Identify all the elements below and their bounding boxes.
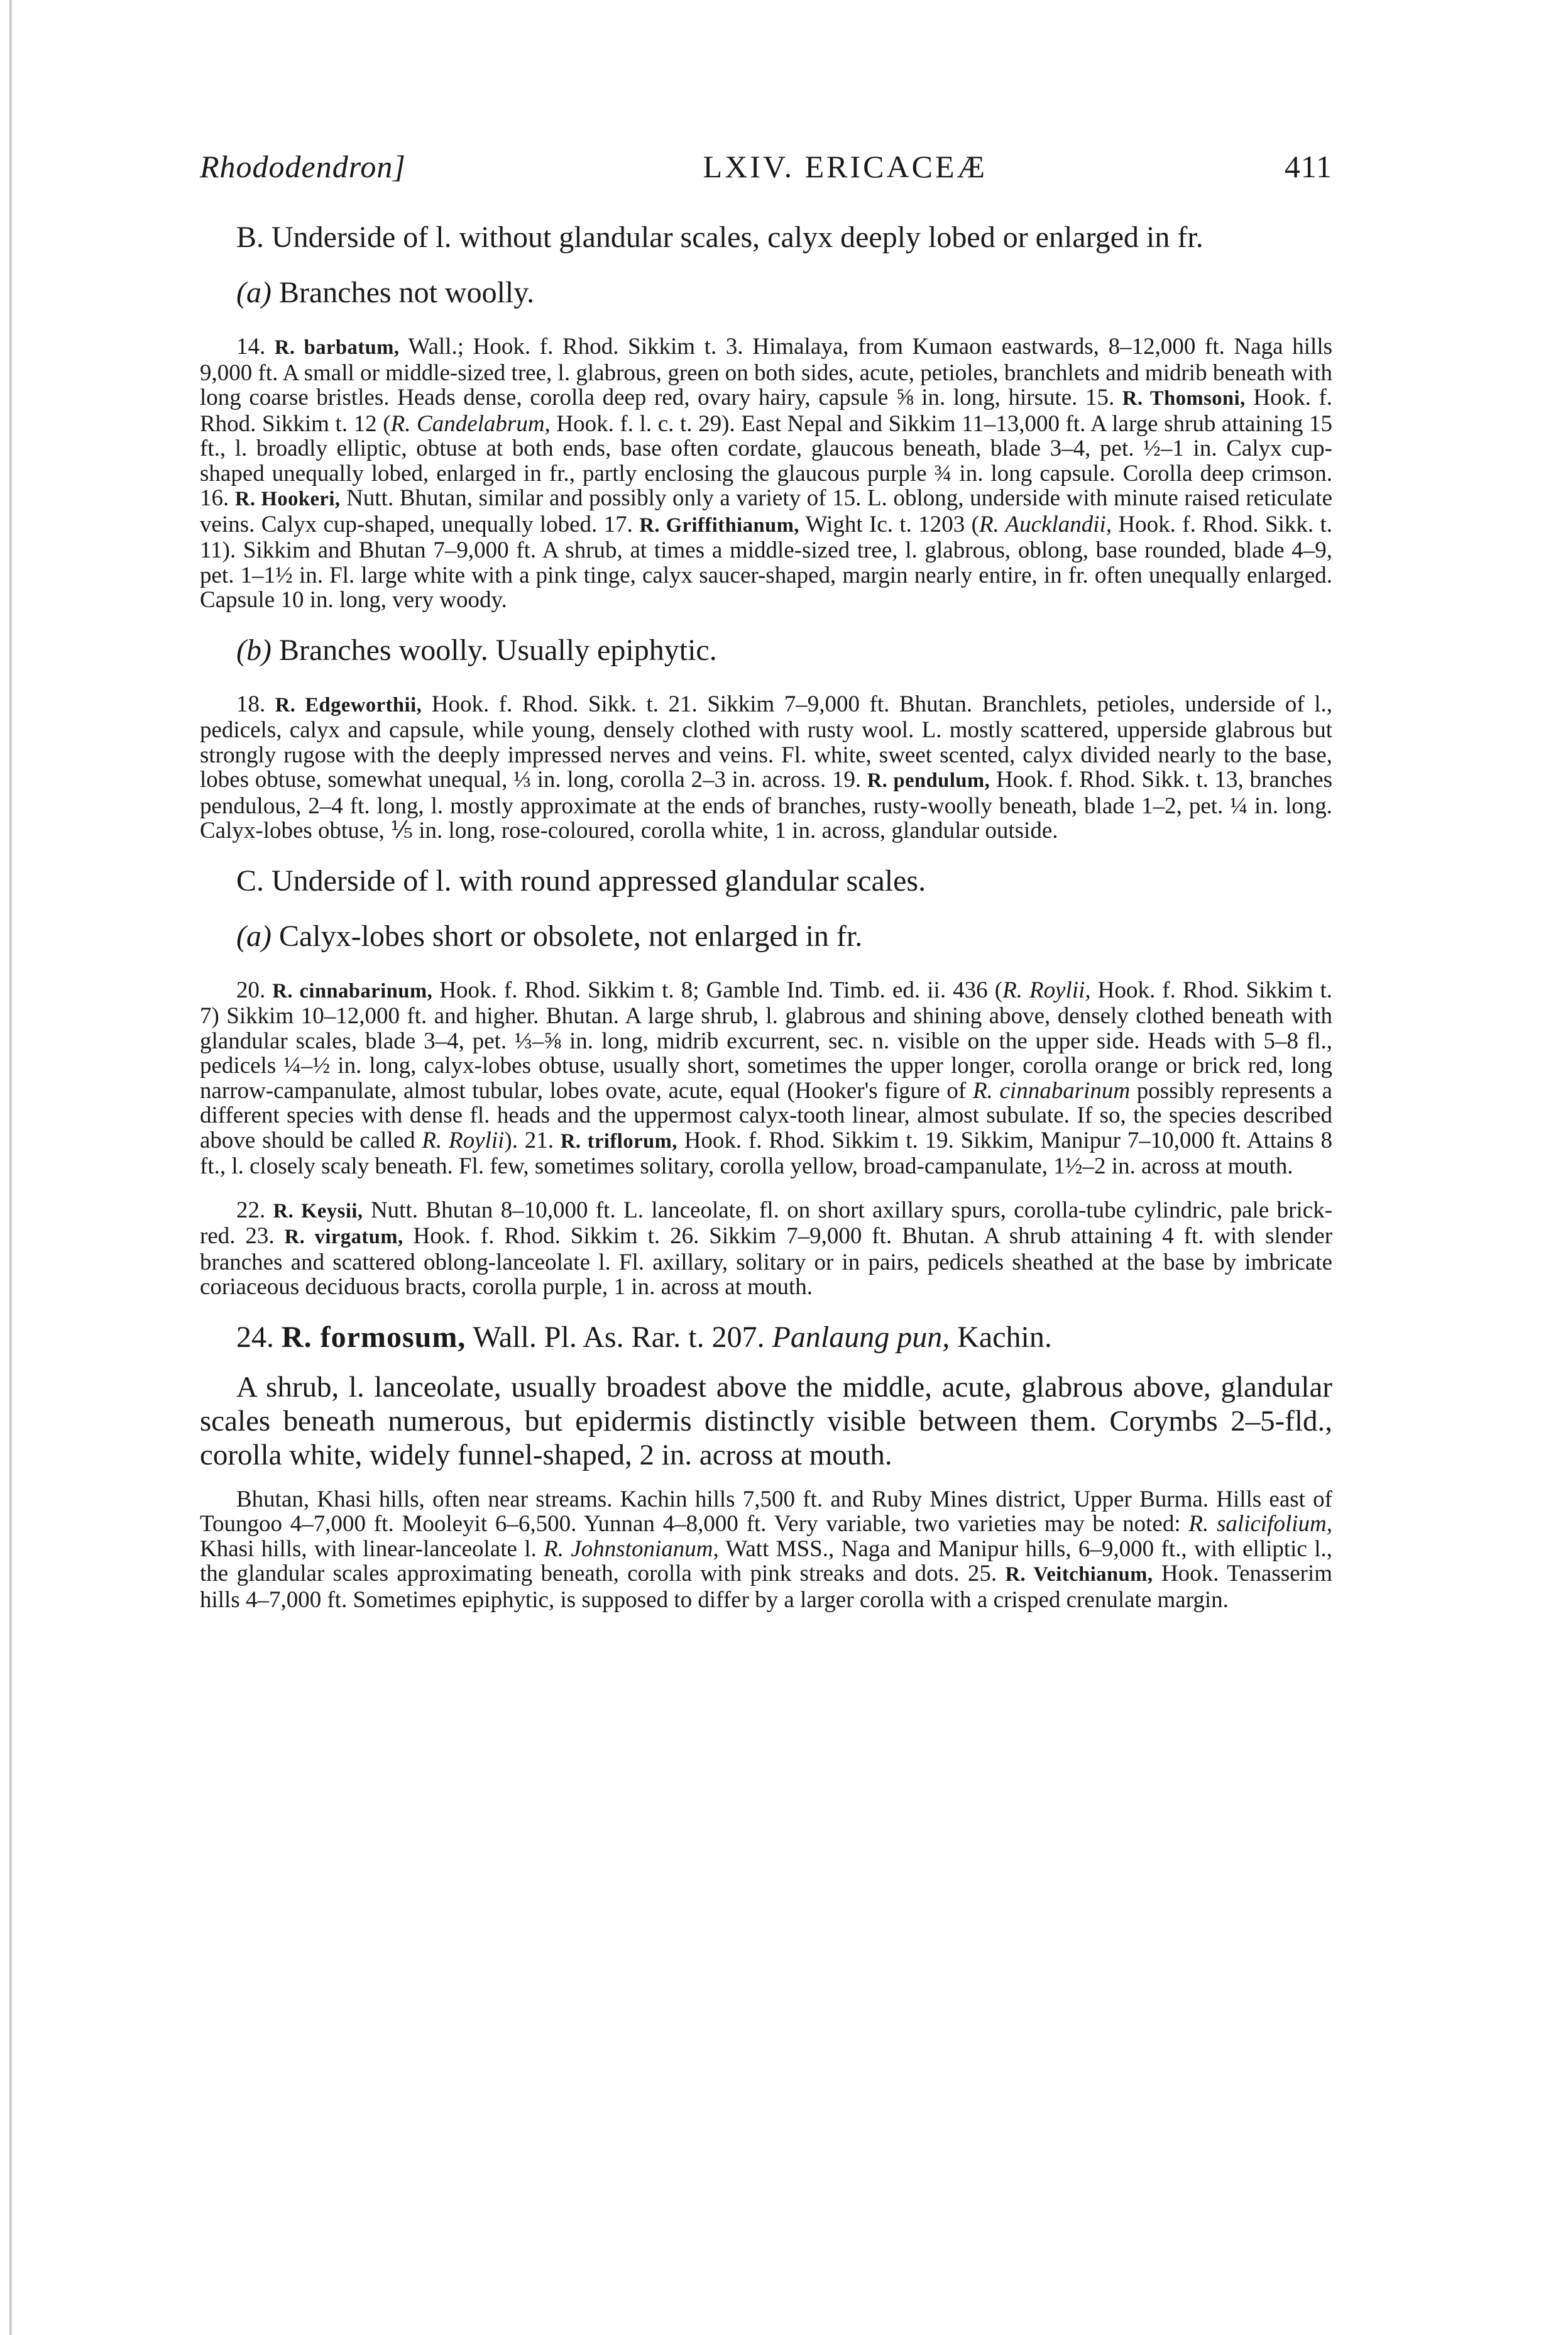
species-20-21-paragraph [200, 978, 1332, 1179]
distribution-text: Bhutan, Khasi hills, often near streams. Kachin hills 7,500 ft. and Ruby Mines district, Upper Burma. Hills east of Toungoo 4–7,000 ft. Mooleyit 6–6,500. Yunnan 4–8,000 ft. Very variable, two varieties may be noted: [200, 1486, 1332, 1537]
species-text: Nutt. Bhutan, similar and possibly only a variety of 15. L. oblong, underside with minute raised reticulate veins. Calyx cup-shaped, unequally lobed. [200, 485, 1332, 537]
species-number: 25. [959, 1561, 997, 1586]
species-number: 16. [200, 485, 229, 511]
species-number: 14. [236, 334, 266, 360]
species-text: Hook. Tenasserim hills 4–7,000 ft. Sometimes epiphytic, is supposed to differ by a larger corolla with a crisped crenulate margin. [200, 1561, 1333, 1613]
vernacular-name: Panlaung pun, [764, 1320, 950, 1354]
species-number: 19. [826, 767, 862, 793]
subsection-label: (a) [236, 276, 271, 309]
synonym-name: R. Candelabrum, [390, 410, 551, 437]
subsection-text: Calyx-lobes short or obsolete, not enlarged in fr. [278, 919, 863, 953]
species-text: possibly represents a different species with dense fl. heads and the uppermost calyx-tooth linear, almost subulate. If so, the species described above should be called [200, 1077, 1332, 1153]
species-number: 22. [236, 1197, 266, 1223]
distribution-text: Watt MSS., Naga and Manipur hills, 6–9,000 ft., with elliptic l., the glandular scales approximating beneath, corolla with pink streaks and dots. [200, 1536, 1332, 1586]
book-page [200, 148, 1332, 1631]
species-name: R. formosum, [282, 1320, 466, 1354]
species-24-heading [200, 1319, 1332, 1356]
species-24-distribution [200, 1487, 1332, 1613]
species-text: Hook. f. Rhod. Sikk. t. 21. Sikkim 7–9,000 ft. Bhutan. Branchlets, petioles, underside of l., pedicels, calyx and capsule, while young, densely clothed with rusty wool. L. mostly scattered, upperside glabrous but strongly rugose with the deeply impressed nerves and veins. Fl. white, sweet scented, calyx divided nearly to the base, lobes obtuse, somewhat unequal, ⅓ in. long, corolla 2–3 in. across. [200, 691, 1332, 793]
species-22-23-paragraph [200, 1198, 1332, 1300]
synonym-name: R. Roylii [422, 1127, 505, 1153]
subsection-text: Branches not woolly. [278, 276, 535, 309]
species-text: Hook. f. Rhod. Sikk. t. 13, branches pendulous, 2–4 ft. long, l. mostly approximate at the ends of branches, rusty-woolly beneath, blade 1–2, pet. ¼ in. long. Calyx-lobes obtuse, ⅕ in. long, rose-coloured, corolla white, 1 in. across, glandular outside. [200, 767, 1332, 843]
species-name: R. virgatum, [284, 1226, 403, 1248]
synonym-name: R. cinnabarinum [972, 1077, 1131, 1104]
species-name: R. Veitchianum, [1005, 1563, 1153, 1586]
section-c-heading: C. Underside of l. with round appressed glandular scales. [236, 864, 926, 898]
species-14-17-paragraph [200, 334, 1332, 613]
variety-name: R. salicifolium, [1188, 1511, 1332, 1537]
species-number: 15. [1077, 385, 1115, 410]
species-text: Wight Ic. t. 1203 ( [799, 511, 979, 537]
page-number: 411 [1284, 149, 1332, 184]
synonym-name: R. Roylii, [1002, 977, 1091, 1003]
species-name: R. triflorum, [560, 1129, 677, 1153]
species-text: Hook. f. Rhod. Sikkim t. 7) Sikkim 10–12,000 ft. and higher. Bhutan. A large shrub, l. glabrous and shining above, densely clothed beneath with glandular scales, blade 3–4, pet. ⅓–⅝ in. long, midrib excurrent, sec. n. visible on the upper side. Heads with 5–8 fl., pedicels ¼–½ in. long, calyx-lobes obtuse, usually short, sometimes the upper longer, corolla orange or brick red, long narrow-campanulate, almost tubular, lobes ovate, acute, equal (Hooker's figure of [200, 977, 1333, 1104]
subsection-label: (a) [236, 919, 271, 953]
species-text: Hook. f. Rhod. Sikkim t. 19. Sikkim, Manipur 7–10,000 ft. Attains 8 ft., l. closely scaly beneath. Fl. few, sometimes solitary, corolla yellow, broad-campanulate, 1½–2 in. across at mouth. [200, 1127, 1333, 1179]
species-18-19-paragraph [200, 692, 1332, 843]
synonym-name: R. Aucklandii, [979, 511, 1112, 537]
running-head-family: LXIV. ERICACEÆ [703, 149, 987, 184]
species-number: 18. [236, 691, 266, 717]
subsection-text: Branches woolly. Usually epiphytic. [278, 633, 717, 667]
section-c-subsection-a [200, 918, 1332, 955]
species-text: Hook. f. Rhod. Sikkim t. 12 ( [200, 385, 1333, 437]
species-name: R. barbatum, [274, 336, 400, 359]
species-number: 17. [597, 511, 633, 537]
scan-margin-shadow [9, 0, 13, 2335]
species-name: R. Hookeri, [234, 488, 341, 510]
species-name: R. Griffithianum, [639, 514, 799, 537]
vernacular-language: Kachin. [950, 1320, 1052, 1354]
section-b-subsection-b [200, 632, 1332, 669]
species-number: 24. [236, 1320, 274, 1354]
section-b-heading: B. Underside of l. without glandular scales, calyx deeply lobed or enlarged in fr. [236, 221, 1203, 254]
species-text: Hook. f. Rhod. Sikkim t. 8; Gamble Ind. Timb. ed. ii. 436 ( [432, 977, 1003, 1003]
section-b-subsection-a [200, 274, 1332, 312]
species-name: R. Keysii, [273, 1199, 363, 1222]
running-head [200, 148, 1332, 185]
variety-name: R. Johnstonianum, [544, 1536, 719, 1562]
running-head-genus: Rhododendron] [200, 149, 406, 184]
species-text: Wall.; Hook. f. Rhod. Sikkim t. 3. Himalaya, from Kumaon eastwards, 8–12,000 ft. Naga hills 9,000 ft. A small or middle-sized tree, l. glabrous, green on both sides, acute, petioles, branchlets and midrib beneath with long coarse bristles. Heads dense, corolla deep red, ovary hairy, capsule ⅝ in. long, hirsute. [200, 334, 1332, 410]
species-text: Nutt. Bhutan 8–10,000 ft. L. lanceolate, fl. on short axillary spurs, corolla-tube cylindric, pale brick-red. [200, 1197, 1333, 1249]
species-name: R. cinnabarinum, [272, 979, 433, 1003]
species-name: R. pendulum, [867, 769, 990, 792]
species-number: 21. [517, 1127, 554, 1153]
distribution-text: Khasi hills, with linear-lanceolate l. [200, 1536, 544, 1562]
species-number: 23. [235, 1223, 275, 1249]
species-text: Hook. f. l. c. t. 29). East Nepal and Sikkim 11–13,000 ft. A large shrub attaining 15 ft., l. broadly elliptic, obtuse at both ends, base often cordate, glaucous beneath, blade 3–4, pet. ½–1 in. Calyx cup-shaped unequally lobed, enlarged in fr., partly enclosing the glaucous purple ¾ in. long capsule. Corolla deep crimson. [200, 410, 1332, 486]
species-text: ). [504, 1127, 518, 1153]
species-24-description: A shrub, l. lanceolate, usually broadest above the middle, acute, glabrous above, glandular scales beneath numerous, but epidermis distinctly visible between them. Corymbs 2–5-fld., corolla white, widely funnel-shaped, 2 in. across at mouth. [200, 1370, 1332, 1471]
species-citation: Wall. Pl. As. Rar. t. 207. [466, 1320, 765, 1354]
species-number: 20. [236, 977, 266, 1003]
species-text: Hook. f. Rhod. Sikkim t. 26. Sikkim 7–9,000 ft. Bhutan. A shrub attaining 4 ft. with slender branches and scattered oblong-lanceolate l. Fl. axillary, solitary or in pairs, pedicels sheathed at the base by imbricate coriaceous deciduous bracts, corolla purple, 1 in. across at mouth. [200, 1223, 1333, 1300]
species-name: R. Edgeworthii, [275, 693, 422, 717]
species-name: R. Thomsoni, [1122, 387, 1246, 410]
species-text: Hook. f. Rhod. Sikk. t. 11). Sikkim and Bhutan 7–9,000 ft. A shrub, at times a middle-sized tree, l. glabrous, oblong, base rounded, blade 4–9, pet. 1–1½ in. Fl. large white with a pink tinge, calyx saucer-shaped, margin nearly entire, in fr. often unequally enlarged. Capsule 10 in. long, very woody. [200, 511, 1333, 613]
subsection-label: (b) [236, 633, 271, 667]
